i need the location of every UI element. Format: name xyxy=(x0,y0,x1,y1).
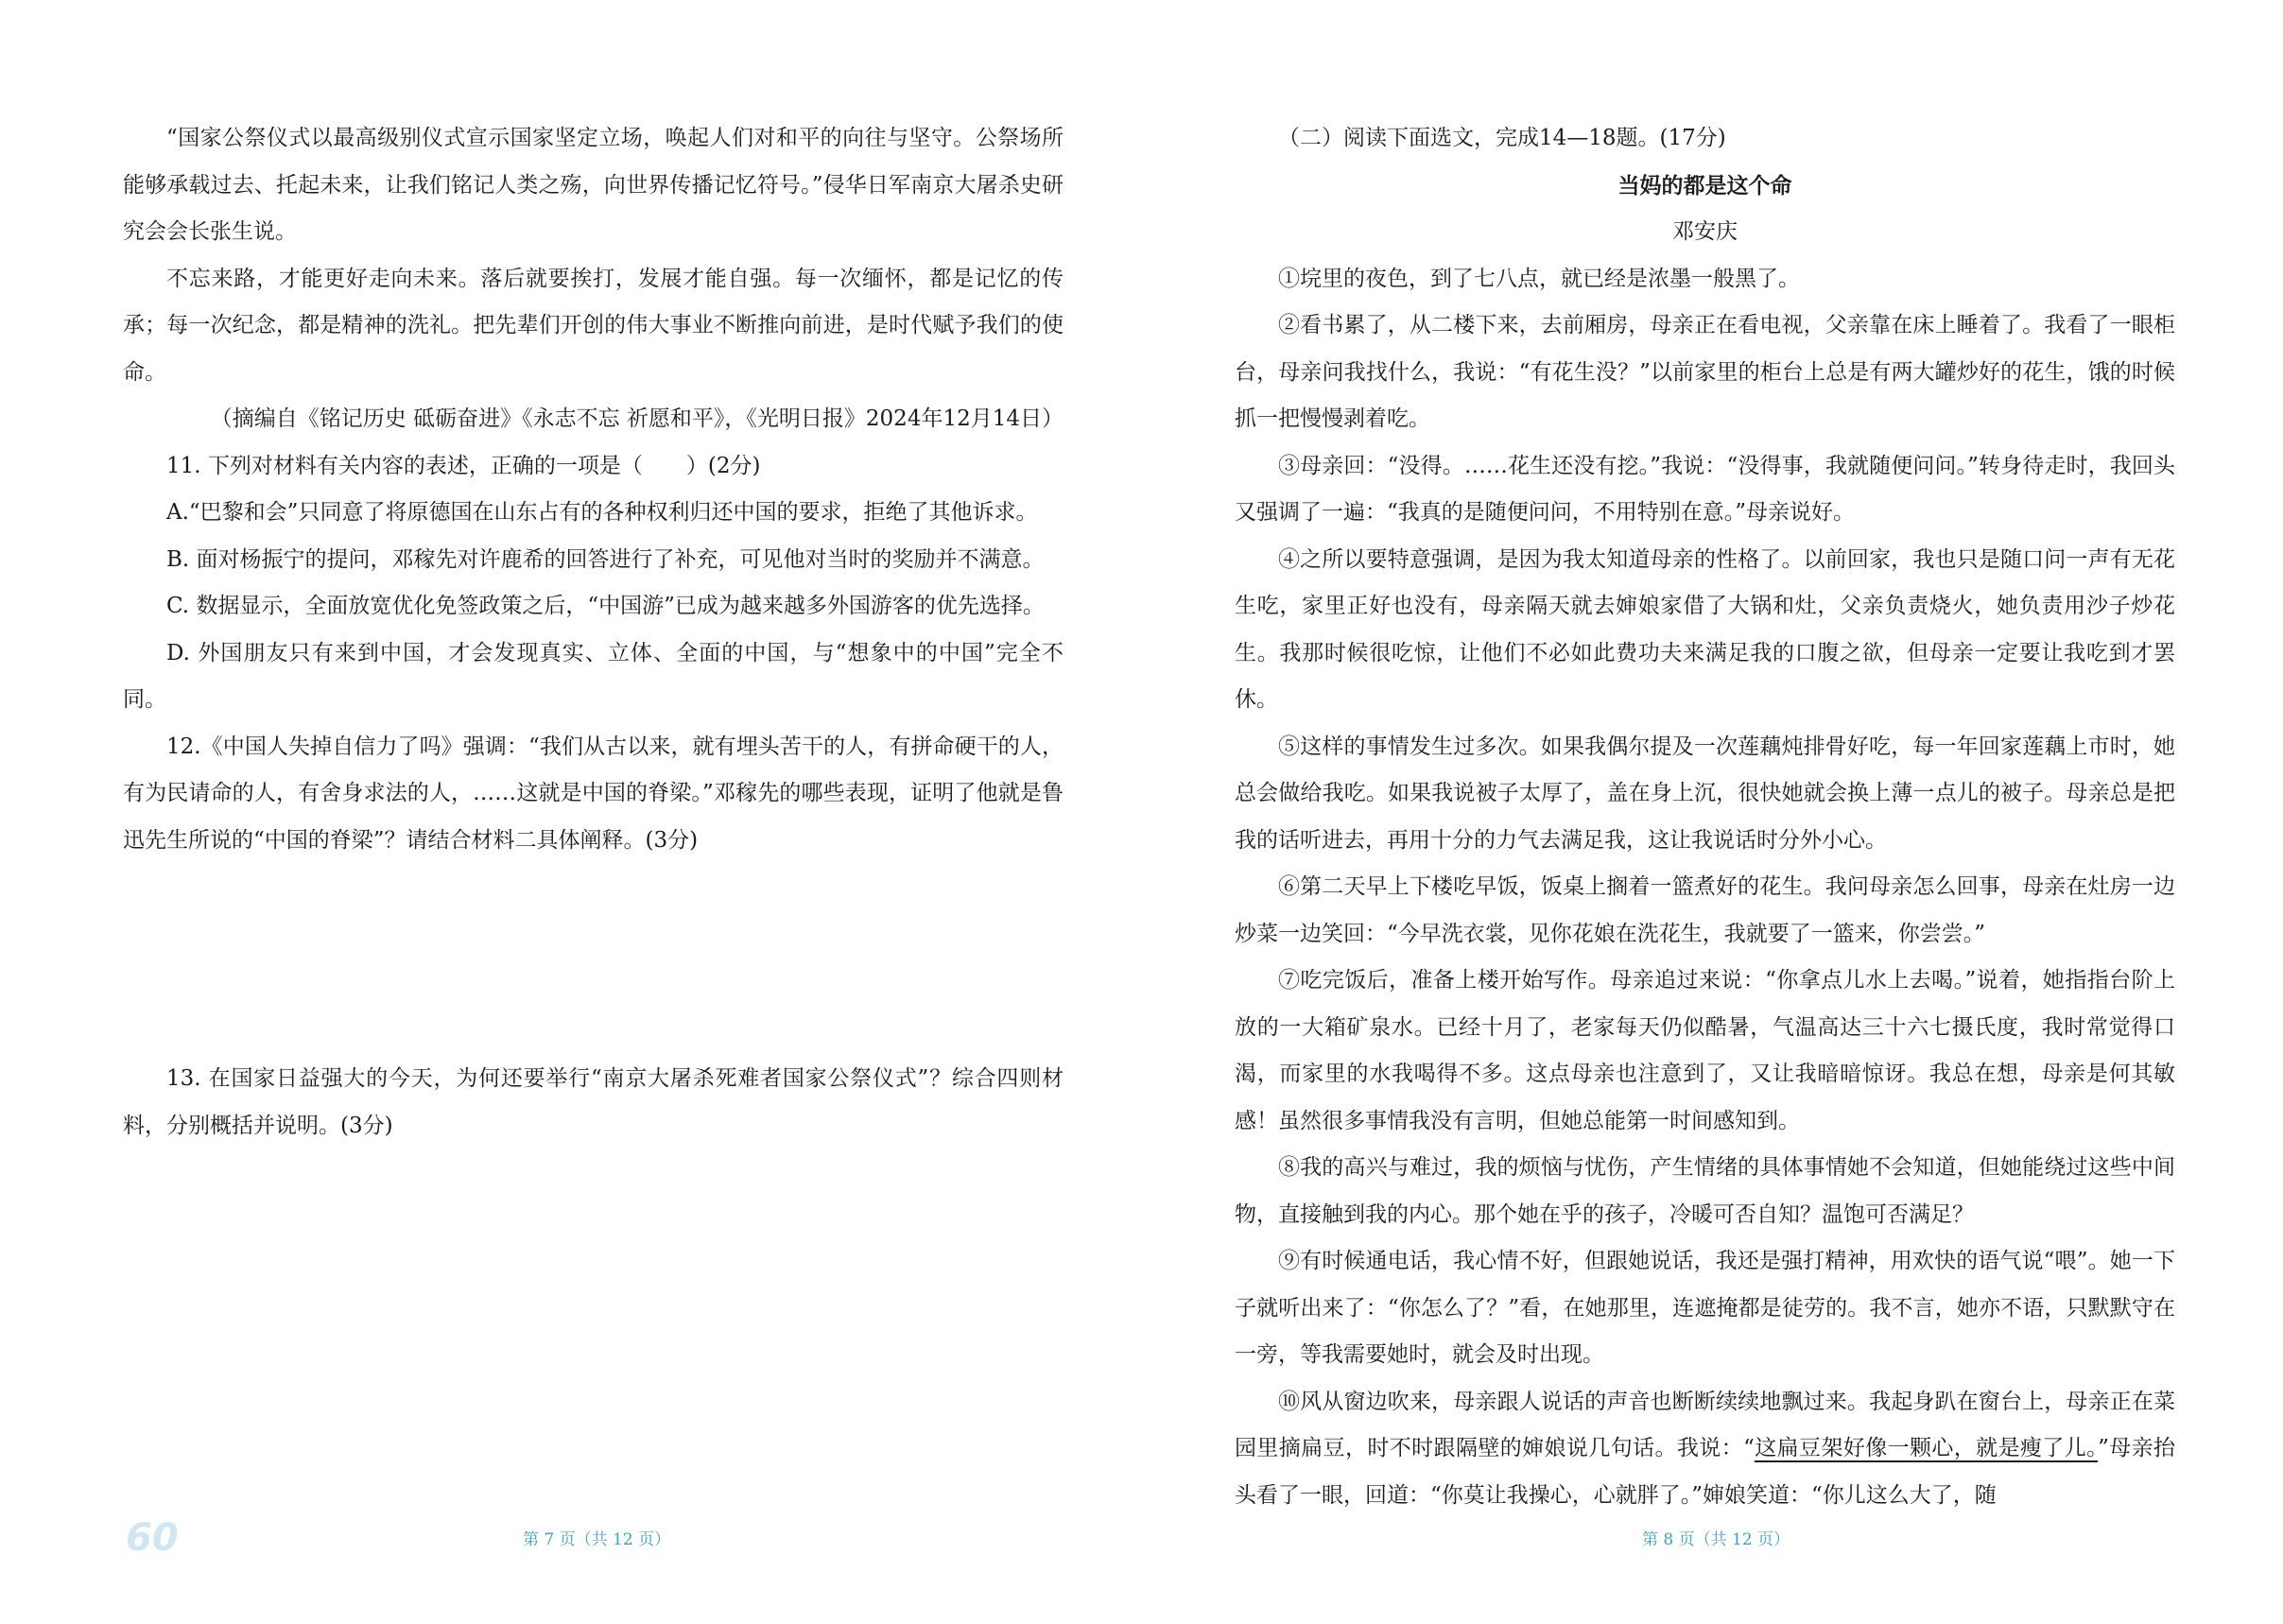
right-page xyxy=(1235,0,2175,1624)
left-page xyxy=(123,0,1064,1624)
article-paragraph-10 xyxy=(1235,1379,2175,1520)
source-citation: （摘编自《铭记历史 砥砺奋进》《永志不忘 祈愿和平》，《光明日报》2024年12月14日） xyxy=(210,406,1064,431)
article-paragraph: ③母亲回：“没得。……花生还没有挖。”我说：“没得事，我就随便问问。”转身待走时，我回头又强调了一遍：“我真的是随便问问，不用特别在意。”母亲说好。 xyxy=(1235,453,2175,525)
section-heading: （二）阅读下面选文，完成14—18题。(17分) xyxy=(1278,126,1726,150)
article-paragraph: ②看书累了，从二楼下来，去前厢房，母亲正在看电视，父亲靠在床上睡着了。我看了一眼柜台，母亲问我找什么，我说：“有花生没？”以前家里的柜台上总是有两大罐炒好的花生，饿的时候抓一把慢慢剥着吃。 xyxy=(1235,313,2175,431)
underlined-sentence: 这扁豆架好像一颗心，就是瘦了儿。 xyxy=(1754,1436,2099,1460)
article-paragraph: ⑨有时候通电话，我心情不好，但跟她说话，我还是强打精神，用欢快的语气说“喂”。她一下子就听出来了：“你怎么了？”看，在她那里，连遮掩都是徒劳的。我不言，她亦不语，只默默守在一旁，等我需要她时，就会及时出现。 xyxy=(1235,1249,2175,1367)
left-page-content xyxy=(123,115,1064,1149)
article-paragraph: ④之所以要特意强调，是因为我太知道母亲的性格了。以前回家，我也只是随口问一声有无花生吃，家里正好也没有，母亲隔天就去婶娘家借了大锅和灶，父亲负责烧火，她负责用沙子炒花生。我那时候很吃惊，让他们不必如此费功夫来满足我的口腹之欲，但母亲一定要让我吃到才罢休。 xyxy=(1235,546,2175,712)
left-page-footer: 第 7 页（共 12 页） xyxy=(523,1530,671,1549)
material-paragraph: “国家公祭仪式以最高级别仪式宣示国家坚定立场，唤起人们对和平的向往与坚守。公祭场所能够承载过去、托起未来，让我们铭记人类之殇，向世界传播记忆符号。”侵华日军南京大屠杀史研究会会长张生说。 xyxy=(123,126,1064,244)
question-11-option-d: D. 外国朋友只有来到中国，才会发现真实、立体、全面的中国，与“想象中的中国”完全不同。 xyxy=(123,640,1064,712)
paragraph-10-text-after: ”母亲抬头看了一眼，回道：“你莫让我操心，心就胖了。”婶娘笑道：“你儿这么大了，随 xyxy=(1235,1436,2176,1508)
article-paragraph: ⑧我的高兴与难过，我的烦恼与忧伤，产生情绪的具体事情她不会知道，但她能绕过这些中间物，直接触到我的内心。那个她在乎的孩子，冷暖可否自知？温饱可否满足？ xyxy=(1235,1155,2175,1227)
article-paragraph: ⑤这样的事情发生过多次。如果我偶尔提及一次莲藕炖排骨好吃，每一年回家莲藕上市时，她总会做给我吃。如果我说被子太厚了，盖在身上沉，很快她就会换上薄一点儿的被子。母亲总是把我的话听进去，再用十分的力气去满足我，这让我说话时分外小心。 xyxy=(1235,734,2175,853)
article-title: 当妈的都是这个命 xyxy=(1617,172,1792,199)
article-paragraph: ①垸里的夜色，到了七八点，就已经是浓墨一般黑了。 xyxy=(1278,266,1800,291)
question-12: 12.《中国人失掉自信力了吗》强调：“我们从古以来，就有埋头苦干的人，有拼命硬干的人，有为民请命的人，有舍身求法的人，……这就是中国的脊梁。”邓稼先的哪些表现，证明了他就是鲁迅先生所说的“中国的脊梁”？请结合材料二具体阐释。(3分) xyxy=(123,734,1064,853)
paragraph-10-text-before: ⑩风从窗边吹来，母亲跟人说话的声音也断断续续地飘过来。我起身趴在窗台上，母亲正在菜园里摘扁豆，时不时跟隔壁的婶娘说几句话。我说：“ xyxy=(1235,1389,2175,1460)
right-page-content xyxy=(1235,115,2175,1519)
question-13: 13. 在国家日益强大的今天，为何还要举行“南京大屠杀死难者国家公祭仪式”？综合四则材料，分别概括并说明。(3分) xyxy=(123,1066,1064,1138)
article-author: 邓安庆 xyxy=(1672,219,1738,244)
material-paragraph: 不忘来路，才能更好走向未来。落后就要挨打，发展才能自强。每一次缅怀，都是记忆的传承；每一次纪念，都是精神的洗礼。把先辈们开创的伟大事业不断推向前进，是时代赋予我们的使命。 xyxy=(123,266,1064,385)
question-11-option-b: B. 面对杨振宁的提问，邓稼先对许鹿希的回答进行了补充，可见他对当时的奖励并不满意。 xyxy=(166,546,1045,572)
article-paragraph: ⑦吃完饭后，准备上楼开始写作。母亲追过来说：“你拿点儿水上去喝。”说着，她指指台阶上放的一大箱矿泉水。已经十月了，老家每天仍似酷暑，气温高达三十六七摄氏度，我时常觉得口渴，而家里的水我喝得不多。这点母亲也注意到了，又让我暗暗惊讶。我总在想，母亲是何其敏感！虽然很多事情我没有言明，但她总能第一时间感知到。 xyxy=(1235,968,2175,1133)
question-11-option-c: C. 数据显示，全面放宽优化免签政策之后，“中国游”已成为越来越多外国游客的优先选择。 xyxy=(166,594,1045,618)
right-page-footer: 第 8 页（共 12 页） xyxy=(1642,1530,1790,1549)
article-paragraph: ⑥第二天早上下楼吃早饭，饭桌上搁着一篮煮好的花生。我问母亲怎么回事，母亲在灶房一边炒菜一边笑回：“今早洗衣裳，见你花娘在洗花生，我就要了一篮来，你尝尝。” xyxy=(1235,874,2175,946)
page-number-badge: 60 xyxy=(126,1516,179,1560)
question-11-stem: 11. 下列对材料有关内容的表述，正确的一项是（ ）(2分) xyxy=(166,453,761,478)
question-11-option-a: A.“巴黎和会”只同意了将原德国在山东占有的各种权利归还中国的要求，拒绝了其他诉求。 xyxy=(166,500,1038,525)
answer-space-12 xyxy=(123,864,1064,1056)
